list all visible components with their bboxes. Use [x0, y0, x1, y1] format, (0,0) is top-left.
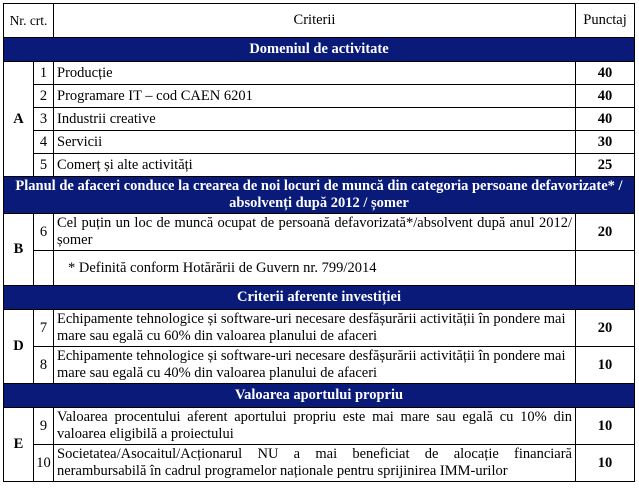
footnote-text: * Definită conform Hotărării de Guvern nr. 799/2014	[54, 251, 576, 286]
section-title: Valoarea aportului propriu	[4, 384, 635, 408]
section-row	[4, 384, 635, 408]
table-row	[4, 62, 635, 85]
table-row	[4, 408, 635, 445]
row-criterion: Comerț și alte activități	[54, 154, 576, 177]
row-points: 40	[576, 85, 635, 108]
table-row	[4, 310, 635, 347]
row-number: 2	[34, 85, 54, 108]
group-letter: B	[4, 214, 34, 286]
table-row	[4, 108, 635, 131]
group-letter: D	[4, 310, 34, 384]
section-row	[4, 177, 635, 214]
row-criterion: Echipamente tehnologice și software-uri necesare desfășurării activității în pondere mai mare sau egală cu 60% din valoarea planului de afaceri	[54, 310, 576, 347]
header-nr: Nr. crt.	[4, 4, 54, 38]
row-number: 4	[34, 131, 54, 154]
table-row	[4, 347, 635, 384]
row-points-empty	[576, 251, 635, 286]
row-points: 40	[576, 62, 635, 85]
row-points: 30	[576, 131, 635, 154]
table-row	[4, 154, 635, 177]
table-row	[4, 131, 635, 154]
section-title: Domeniul de activitate	[4, 38, 635, 62]
table-row	[4, 251, 635, 286]
section-row	[4, 286, 635, 310]
row-number: 1	[34, 62, 54, 85]
row-criterion: Producție	[54, 62, 576, 85]
row-number: 9	[34, 408, 54, 445]
row-points: 10	[576, 347, 635, 384]
row-points: 40	[576, 108, 635, 131]
row-criterion: Programare IT – cod CAEN 6201	[54, 85, 576, 108]
section-title: Criterii aferente investiției	[4, 286, 635, 310]
group-letter: A	[4, 62, 34, 177]
row-points: 10	[576, 408, 635, 445]
header-criterii: Criterii	[54, 4, 576, 38]
table-row	[4, 445, 635, 482]
table-header-row	[4, 4, 635, 38]
row-criterion: Cel puțin un loc de muncă ocupat de persoană defavorizată*/absolvent după anul 2012/șomer	[54, 214, 576, 251]
row-number: 7	[34, 310, 54, 347]
row-number: 3	[34, 108, 54, 131]
row-number: 5	[34, 154, 54, 177]
row-points: 20	[576, 214, 635, 251]
table-row	[4, 214, 635, 251]
section-row	[4, 38, 635, 62]
row-criterion: Servicii	[54, 131, 576, 154]
row-points: 25	[576, 154, 635, 177]
group-letter: E	[4, 408, 34, 482]
row-criterion: Societatea/Asocaitul/Acționarul NU a mai beneficiat de alocație financiară nerambursabilă în cadrul programelor naționale pentru sprijinirea IMM-urilor	[54, 445, 576, 482]
row-number: 8	[34, 347, 54, 384]
row-points: 20	[576, 310, 635, 347]
row-criterion: Industrii creative	[54, 108, 576, 131]
row-criterion: Valoarea procentului aferent aportului propriu este mai mare sau egală cu 10% din valoarea eligibilă a proiectului	[54, 408, 576, 445]
criteria-table	[3, 3, 635, 482]
row-number: 10	[34, 445, 54, 482]
table-row	[4, 85, 635, 108]
section-title: Planul de afaceri conduce la crearea de noi locuri de muncă din categoria persoane defavorizate* / absolvenți după 2012 / șomer	[4, 177, 635, 214]
row-points: 10	[576, 445, 635, 482]
row-criterion: Echipamente tehnologice și software-uri necesare desfășurării activității în pondere mai mare sau egală cu 40% din valoarea planului de afaceri	[54, 347, 576, 384]
row-number: 6	[34, 214, 54, 251]
header-punctaj: Punctaj	[576, 4, 635, 38]
row-number-empty	[34, 251, 54, 286]
